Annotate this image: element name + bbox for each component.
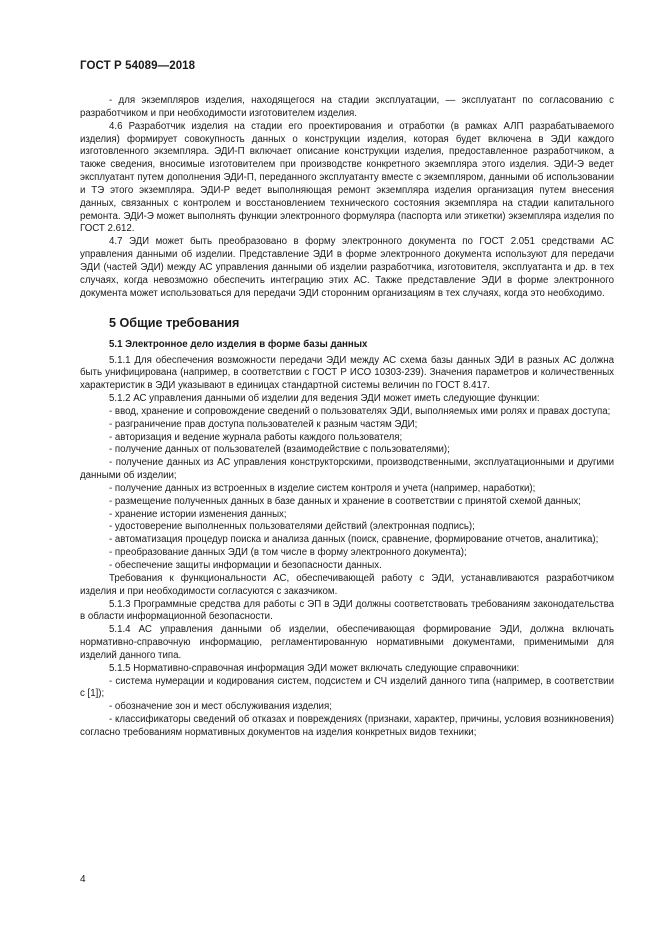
- list-item: - получение данных из АС управления конструкторскими, производственными, эксплуатационными и другими данными об изделии;: [80, 457, 614, 482]
- list-item: - разграничение прав доступа пользователей к разным частям ЭДИ;: [109, 418, 418, 430]
- list-item: - система нумерации и кодирования систем, подсистем и СЧ изделий данного типа (например, в соответствии с [1]);: [80, 675, 614, 700]
- paragraph: 4.6 Разработчик изделия на стадии его проектирования и отработки (в рамках АЛП разрабатываемого изделия) формирует совокупность данных о конструкции изделия, которая будет включена в ЭДИ каждого изготовленного экземпляра. ЭДИ-П включает описание конструкции изделия, предоставленное разработчиком, а также сведения, вносимые изготовителем при производстве конкретного экземпляра этого изделия. ЭДИ-Э ведет эксплуатант путем дополнения ЭДИ-П, переданного эксплуатанту вместе с экземпляром, данными об использовании и ТЭ этого экземпляра. ЭДИ-Р ведет выполняющая ремонт экземпляра изделия организация путем внесения данных, связанных с контролем и восстановлением технического состояния экземпляра на стадии капитального ремонта. ЭДИ-Э может выполнять функции электронного формуляра (паспорта или этикетки) экземпляра изделия по ГОСТ 2.612.: [80, 120, 614, 235]
- paragraph: Требования к функциональности АС, обеспечивающей работу с ЭДИ, устанавливаются разработчиком изделия и при необходимости согласуются с заказчиком.: [80, 572, 614, 597]
- list-item: - автоматизация процедур поиска и анализа данных (поиск, сравнение, формирование отчетов, аналитика);: [109, 534, 599, 546]
- paragraph: - для экземпляров изделия, находящегося на стадии эксплуатации, — эксплуатант по согласованию с разработчиком и при необходимости изготовителем изделия.: [80, 95, 614, 119]
- list-item: - размещение полученных данных в базе данных и хранение в соответствии с принятой схемой данных;: [109, 495, 581, 507]
- document-header: ГОСТ Р 54089—2018: [80, 60, 196, 72]
- paragraph: 5.1.3 Программные средства для работы с ЭП в ЭДИ должны соответствовать требованиям законодательства в области информационной безопасности.: [80, 598, 614, 623]
- section-title: 5 Общие требования: [109, 315, 240, 330]
- list-item: - обозначение зон и мест обслуживания изделия;: [109, 701, 332, 713]
- list-item: - обеспечение защиты информации и безопасности данных.: [109, 560, 382, 571]
- paragraph: 5.1.2 АС управления данными об изделии для ведения ЭДИ может иметь следующие функции:: [109, 393, 540, 405]
- list-item: - получение данных из встроенных в изделие систем контроля и учета (например, наработки);: [109, 482, 536, 494]
- list-item: - авторизация и ведение журнала работы каждого пользователя;: [109, 431, 403, 443]
- list-item: - классификаторы сведений об отказах и повреждениях (признаки, характер, причины, условия возникновения) согласно требованиям нормативных документов на изделия конкретных видов техники;: [80, 714, 614, 738]
- list-item: - получение данных от пользователей (взаимодействие с пользователями);: [109, 444, 450, 456]
- paragraph: 4.7 ЭДИ может быть преобразовано в форму электронного документа по ГОСТ 2.051 средствами АС управления данными об изделии. Представление ЭДИ в форме электронного документа используют для передачи ЭДИ (частей ЭДИ) между АС управления данными об изделии разработчика, изготовителя, эксплуатанта и др. в тех случаях, когда невозможно обеспечить интеграцию этих АС. Также представление ЭДИ в форме электронного документа может использоваться для передачи ЭДИ сторонним организациям в тех случаях, когда это необходимо.: [80, 236, 614, 299]
- paragraph: 5.1.1 Для обеспечения возможности передачи ЭДИ между АС схема базы данных ЭДИ в разных АС должна быть унифицирована (например, в соответствии с ГОСТ Р ИСО 10303-239). Значения параметров и количественных характеристик в ЭДИ указывают в единицах стандартной системы величин по ГОСТ 8.417.: [80, 354, 614, 392]
- page-number: 4: [80, 874, 86, 885]
- list-item: - ввод, хранение и сопровождение сведений о пользователях ЭДИ, выполняемых ими ролях и правах доступа;: [109, 405, 611, 417]
- list-item: - преобразование данных ЭДИ (в том числе в форму электронного документа);: [109, 547, 467, 559]
- document-body: [80, 95, 614, 740]
- subsection-title: 5.1 Электронное дело изделия в форме базы данных: [109, 338, 368, 350]
- list-item: - удостоверение выполненных пользователями действий (электронная подпись);: [109, 521, 475, 533]
- list-item: - хранение истории изменения данных;: [109, 508, 287, 520]
- paragraph: 5.1.4 АС управления данными об изделии, обеспечивающая формирование ЭДИ, должна включать нормативно-справочную информацию, регламентированную нормативными документами, применимыми для изделий данного типа.: [80, 624, 614, 661]
- paragraph: 5.1.5 Нормативно-справочная информация ЭДИ может включать следующие справочники:: [109, 662, 520, 674]
